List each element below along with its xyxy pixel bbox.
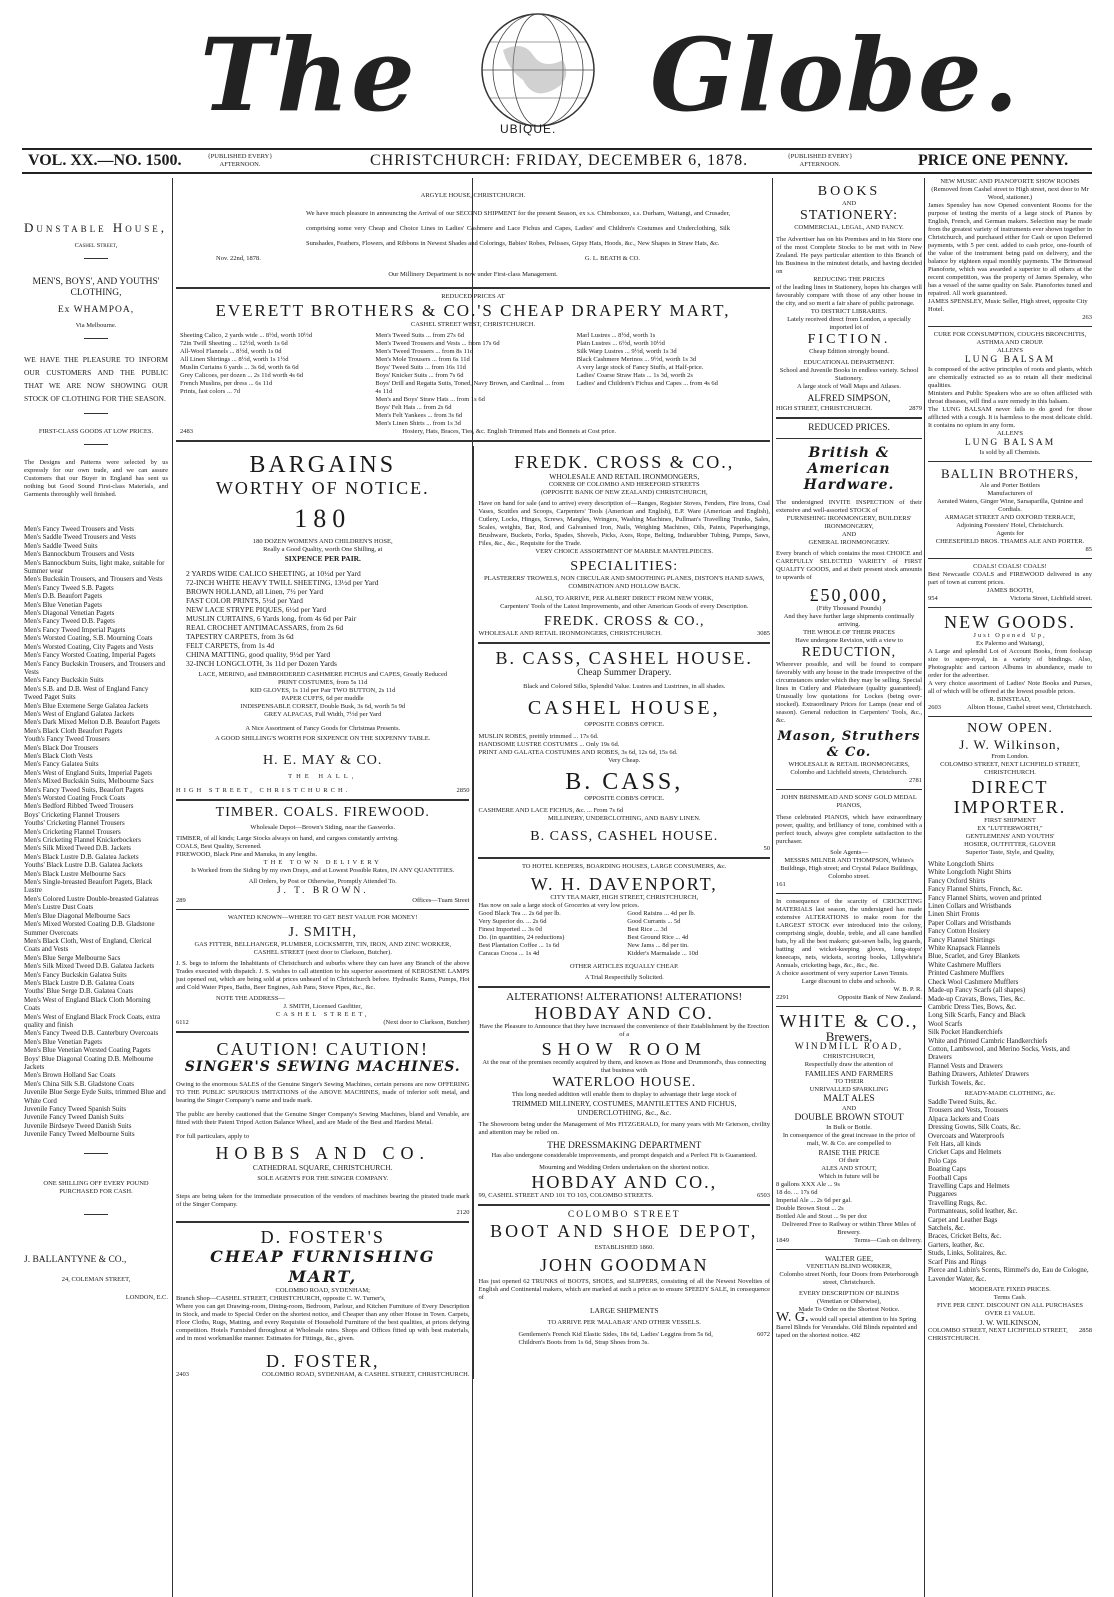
list-item: Boys' Blue Diagonal Coating D.B. Melbourne Jackets: [24, 1054, 154, 1071]
list-item: Men's Brown Holland Sac Coats: [24, 1071, 116, 1080]
list-item: Youth's Fancy Tweed Trousers: [24, 735, 110, 744]
list-item: Men's Silk Mixed Tweed D.B. Galatea Jackets: [24, 962, 155, 971]
list-item: Men's Blue Serge Melbourne Sacs: [24, 953, 121, 962]
list-item: Men's S.B. and D.B. West of England Fancy Tweed Paget Suits: [24, 684, 149, 702]
list-item: Men's Worsted Coating Frock Coats: [24, 794, 126, 802]
white-brewers-ad: WHITE & CO., Brewers, WINDMILL ROAD, CHRISTCHURCH, Respectfully draw the attention of FAMILIES AND FARMERS TO THEIR UNRIVALLED SPARKLING MALT ALES AND DOUBLE BROWN STOUT In Bulk or Bottle. In consequence of the great increase in the price of malt, W. & Co. are compelled to RAISE THE PRICE Of their ALES AND STOUT, Which in future will be 8 gallons XXX Ale ... 9s 18 do. ... 17s 6d Imperial Ale ... 2s 6d per gal. Double Brown Stout ... 2s Bottled Ale and Stout ... 9s per doz Delivered Free to Railway or within Three Miles of Brewery. 1849 Terms—Cash on delivery.: [776, 1011, 922, 1244]
list-item: Men's Bannockburn Trousers and Vests: [24, 550, 135, 559]
list-item: Men's Black Lustre D.B. Galatea Jackets: [24, 852, 139, 861]
list-item: Men's Fancy Tweed D.B. Canterbury Overcoats: [24, 1029, 159, 1038]
list-item: Men's Fancy Galatea Suits: [24, 760, 99, 769]
list-item: Youths' Blue Serge D.B. Galatea Coats: [24, 987, 134, 996]
list-item: Men's West of England Suits, Imperial Pagets: [24, 768, 152, 777]
list-item: Men's Blue Diagonal Melbourne Sacs: [24, 911, 131, 920]
list-item: Men's D.B. Beaufort Pagets: [24, 592, 103, 601]
smith-ad: WANTED KNOWN—WHERE TO GET BEST VALUE FOR MONEY! J. SMITH, GAS FITTER, BELLHANGER, PLUMBER, LOCKSMITH, TIN, IRON, AND ZINC WORKER, CASHEL STREET (next door to Clarkson, Butcher). J. S. begs to inform the Inhabitants of Christchurch and suburbs where they can have any Branch of the above Trades executed with dispatch. J. S. wishes to call attention to his superior assortment of KEROSENE LAMPS just opened out, which are being sold at prices unheard of in Christchurch before. Hydraulic Rams, Pumps, Hot and Cold Water Pipes, Baths, Beer Engines, Ash Pans, Stove Pipes, &c., &c. NOTE THE ADDRESS— J. SMITH, Licensed Gasfitter, CASHEL STREET, 6112 (Next door to Clarkson, Butcher): [176, 914, 470, 1026]
mason-struthers-ad: REDUCED PRICES. British & American Hardware. The undersigned INVITE INSPECTION of their extensive and well-assorted STOCK of FURNISHING IRONMONGERY, BUILDERS' IRONMONGERY, AND GENERAL IRONMONGERY. Every branch of which contains the most CHOICE and CAREFULLY SELECTED VARIETY of FIRST QUALITY GOODS, and at their present stock amounts to upwards of £50,000, (Fifty Thousand Pounds) And they have further large shipments continually arriving. THE WHOLE OF THEIR PRICES Have undergone Revision, with a view to REDUCTION, Wherever possible, and will be found to compare favorably with any house in the trade irrespective of the circumstances under which they may be selling. Special lines in Cutlery and Platedware (quality guaranteed). Unusually low quotations for Lockes (being over-stocked). Extraordinary Prices for Lamps (near end of season). General reduction in Carpenters' Tools, &c., &c. Mason, Struthers & Co. WHOLESALE & RETAIL IRONMONGERS, Colombo and Lichfield streets, Christchurch. 2781: [776, 423, 922, 784]
title-right: Globe.: [650, 16, 1021, 134]
globe-icon: [453, 10, 623, 130]
timber-ad: TIMBER. COALS. FIREWOOD. Wholesale Depot—Brown's Siding, near the Gasworks. TIMBER, of all kinds; Large Stocks always on hand, and cargoes constantly arriving. COALS, Best Quality, Screened. FIREWOOD, Black Pine and Manuka, in any lengths. THE TOWN DELIVERY Is Worked from the Siding by my own Drays, and at Lowest Possible Rates, IN ANY QUANTITIES. All Orders, by Post or Otherwise, Promptly Attended To. J. T. BROWN. 289 Offices—Tuam Street: [176, 805, 470, 904]
list-item: Men's Black Doe Trousers: [24, 743, 99, 752]
motto: UBIQUE.: [500, 122, 557, 136]
volume-number: VOL. XX.—NO. 1500.: [28, 152, 182, 169]
list-item: Men's Buckskin Trousers, and Trousers and Vests: [24, 575, 163, 584]
list-item: Juvenile Fancy Tweed Melbourne Suits: [24, 1130, 135, 1139]
title-left: The: [200, 16, 417, 134]
list-item: Men's Mixed Worsted Coating D.B. Gladstone Summer Overcoats: [24, 920, 155, 937]
list-item: Men's Black Cloth Vests: [24, 751, 93, 760]
price: PRICE ONE PENNY.: [918, 152, 1069, 169]
list-item: Men's Cricketing Flannel Knickerbockers: [24, 836, 141, 845]
list-item: Men's Silk Mixed Tweed D.B. Jackets: [24, 844, 131, 853]
list-item: Men's Lustre Dust Coats: [24, 903, 94, 912]
list-item: Men's Mixed Buckskin Suits, Melbourne Sacs: [24, 777, 154, 786]
list-item: Juvenile Fancy Tweed Spanish Suits: [24, 1105, 127, 1114]
davenport-ad: TO HOTEL KEEPERS, BOARDING HOUSES, LARGE CONSUMERS, &c. W. H. DAVENPORT, CITY TEA MART, HIGH STREET, CHRISTCHURCH, Has now on sale a large stock of Groceries at very low prices. Good Black Tea ... 2s 6d per lb. Very Superior do. ... 2s 6d Finest Imported ... 3s 0d Do. (in quantities, 24 reductions) Best Plantation Coffee ... 1s 6d Caracas Cocoa ... 1s 4d Good Raisins ... 4d per lb. Good Currants ... 5d Best Rice ... 3d Best Ground Rice ... 4d New Jams ... 8d per tin. Kidder's Marmalade ... 10d OTHER ARTICLES EQUALLY CHEAP. A Trial Respectfully Solicited.: [478, 863, 727, 981]
ballin-brothers-ad: BALLIN BROTHERS, Ale and Porter Bottlers Manufacturers of Aerated Waters, Ginger Wine, Sarsaparilla, Quinine and Cordials. ARMAGH STREET AND OXFORD TERRACE, Adjoining Foresters' Hotel, Christchurch. Agents for CHEESEFIELD BROS. THAMES ALE AND PORTER. 85: [935, 466, 1092, 553]
list-item: Men's West of England Galatea Jackets: [24, 709, 135, 718]
clothing-list: [24, 525, 168, 1139]
booth-coals-ad: COALS! COALS! COALS! Best Newcastle COALS and FIREWOOD delivered in any part of town at current prices. JAMES BOOTH, 954 Victoria Street, Lichfield street.: [928, 563, 1092, 602]
cricket-materials-ad: In consequence of the scarcity of CRICKETING MATERIALS last season, the undersigned has made extensive ALTERATIONS to make room for the LARGEST STOCK ever introduced into the colony, comprising single, double, treble, and all cane handled bats, by all the best makers; gut-sewn balls, leg guards, batting and wicket-keeping gloves, long-stops' kneecaps, nets, wickets, scoring books, Lillywhite's Annuals, cricketing bags, &c., &c., &c. A choice assortment of very superior Lawn Tennis. Large discount to clubs and schools. W. B. P. R. 2291 Opposite Bank of New Zealand.: [776, 898, 922, 1001]
list-item: Men's Dark Mixed Melton D.B. Beaufort Pagets: [24, 718, 160, 727]
column-right: [928, 178, 1092, 1343]
list-item: Men's Bedford Ribbed Tweed Trousers: [24, 802, 134, 811]
books-stationery-ad: BOOKS AND STATIONERY: COMMERCIAL, LEGAL, AND FANCY. The Advertiser has on his Premises and in his Store one of the most Complete Stocks to be met with in New Zealand. He pays particular attention to this Branch of his Business in the minutest details, and having decided on REDUCING THE PRICES of the leading lines in Stationery, hopes his charges will favourably compare with those of any other house in the city, and so merit a fair share of public patronage. TO DISTRICT LIBRARIES. Lately received direct from London, a specially imported lot of FICTION. Cheap Edition strongly bound. EDUCATIONAL DEPARTMENT. School and Juvenile Books in endless variety. School Stationery. A large stock of Wall Maps and Atlases. ALFRED SIMPSON, HIGH STREET, CHRISTCHURCH. 2879: [776, 184, 922, 412]
list-item: Men's China Silk S.B. Gladstone Coats: [24, 1079, 134, 1088]
list-item: Men's Fancy Tweed D.B. Pagets: [24, 617, 115, 626]
list-item: Boys' Cricketing Flannel Trousers: [24, 810, 120, 819]
list-item: Men's Saddle Tweed Trousers and Vests: [24, 533, 136, 542]
list-item: Men's Fancy Buckskin Galatea Suits: [24, 970, 127, 979]
list-item: Men's Worsted Coating, S.B. Mourning Coats: [24, 634, 153, 643]
list-item: Men's Fancy Tweed S.B. Pagets: [24, 583, 114, 592]
list-item: Men's Fancy Worsted Coating, Imperial Pagets: [24, 651, 156, 660]
singer-caution-ad: CAUTION! CAUTION! SINGER'S SEWING MACHINES. Owing to the enormous SALES of the Genuine Singer's Sewing Machines, certain persons are now OFFERING TO THE PUBLIC SPURIOUS IMITATIONS of the ABOVE MACHINES, made of inferior soft metal, and bearing the Singer Company's name and trade mark. The public are hereby cautioned that the Genuine Singer Company's Sewing Machines, bland and Venable, are fitted with their Patent Tripod Action Balance Wheel, and are Made of the Best and Hardest Metal. For full particulars, apply to HOBBS AND CO. CATHEDRAL SQUARE, CHRISTCHURCH. SOLE AGENTS FOR THE SINGER COMPANY. Steps are being taken for the immediate prosecution of the vendors of machines bearing the pirated trade mark of the Singer Company. 2120: [176, 1039, 470, 1216]
argyle-house-ad: ARGYLE HOUSE, CHRISTCHURCH. We have much pleasure in announcing the Arrival of our SECOND SHIPMENT for the present Season, ex s.s. Chimborazo, s.s. Durham, Waitangi, and Crusader, comprising some very Cheap and Choice Lines in Ladies' Cashmere and Lace Fichus and Capes, Ladies' and Children's Costumes and Underclothing, Silk Sunshades, Feathers, Flowers, and Ribbons in Newest Shades and Colorings, Babies' Robes, Pelisses, Gipsy Hats, Hoods, &c., New Shapes in Straw Hats, &c. Nov. 22nd, 1878. G. L. BEATH & CO. Our Millinery Department is now under First-class Management.: [216, 192, 730, 278]
list-item: Men's Blue Venetian Pagets: [24, 1037, 102, 1046]
list-item: Men's West of England Black Cloth Morning Coats: [24, 995, 151, 1013]
list-item: Men's Fancy Tweed Suits, Beaufort Pagets: [24, 785, 144, 794]
column-books-hardware: [776, 178, 922, 1340]
list-item: Juvenile Fancy Tweed Danish Suits: [24, 1113, 124, 1122]
clothing-heading: MEN'S, BOYS', AND YOUTHS' CLOTHING,: [32, 277, 160, 298]
cass-cashel-house-ad: B. CASS, CASHEL HOUSE. Cheap Summer Drapery. Black and Colored Silks, Splendid Value. Lustres and Lustrines, in all shades. CASHEL HOUSE, OPPOSITE COBB'S OFFICE. MUSLIN ROBES, prettily trimmed ... 17s 6d. HANDSOME LUSTRE COSTUMES ... Only 19s 6d. PRINT AND GALATEA COSTUMES AND ROBES, 3s 6d, 12s 6d, 15s 6d. Very Cheap. B. CASS, OPPOSITE COBB'S OFFICE. CASHMERE AND LACE FICHUS, &c. ... From 7s 6d MILLINERY, UNDERCLOTHING, AND BABY LINEN. B. CASS, CASHEL HOUSE. 50: [478, 648, 770, 852]
published-right: {PUBLISHED EVERY} AFTERNOON.: [787, 153, 853, 168]
list-item: Men's Fancy Buckskin Trousers, and Trousers and Vests: [24, 659, 166, 676]
wilkinson-importer-ad: NOW OPEN. J. W. Wilkinson, From London. COLOMBO STREET, NEXT LICHFIELD STREET, CHRISTCHURCH. DIRECT IMPORTER. FIRST SHIPMENT EX "LUTTERWORTH," GENTLEMENS' AND YOUTHS' HOSIER, OUTFITTER, GLOVER Superior Taste, Style, and Quality, White Longcloth Shirts White Longcloth Night Shirts Fancy Oxford Shirts Fancy Flannel Shirts, French, &c. Fancy Flannel Shirts, woven and printed Linen Collars and Wristbands Linen Shirt Fronts Paper Collars and Wristbands Fancy Cotton Hosiery Fancy Flannel Shirtings White Knapsack Flannels Blue, Scarlet, and Grey Blankets White Cashmere Mufflers Printed Cashmere Mufflers Check Wool Cashmere Mufflers Made-up Fancy Scarfs (all shapes) Made-up Cravats, Bows, Ties, &c. Cambric Dress Ties, Bows, &c. Long Silk Scarfs, Fancy and Black Wool Scarfs Silk Pocket Handkerchiefs White and Printed Cambric Handkerchiefs Cotton, Lambswool, and Merino Socks, Vests, and Drawers Flannel Vests and Drawers Bathing Drawers, Athletes' Drawers Turkish Towels, &c. READY-MADE CLOTHING, &c. Saddle Tweed Suits, &c. Trousers and Vests, Trousers Alpaca Jackets and Coats Dressing Gowns, Silk Coats, &c. Overcoats and Waterproofs Felt Hats, all kinds Cricket Caps and Helmets Polo Caps Boating Caps Football Caps Travelling Caps and Helmets Puggarees Travelling Rugs, &c. Portmanteaus, solid leather, &c. Carpet and Leather Bags Satchels, &c. Braces, Cricket Belts, &c. Garters, leather, &c. Studs, Links, Solitaires, &c. Scarf Pins and Rings Pierce and Lubin's Scents, Rimmel's do, Eau de Cologne, Lavender Water, &c. MODERATE FIXED PRICES. Terms Cash. FIVE PER CENT. DISCOUNT ON ALL PURCHASES OVER £1 VALUE. J. W. WILKINSON, COLOMBO STREET, NEXT LICHFIELD STREET, CHRISTCHURCH. 2858: [928, 721, 1092, 1342]
masthead: [0, 0, 1114, 178]
gee-blinds-ad: WALTER GEE, VENETIAN BLIND WORKER, Colombo street North, four Doors from Peterborough street, Christchurch. EVERY DESCRIPTION OF BLINDS (Venetian or Otherwise), Made To Order on the Shortest Notice. W. G. would call special attention to his Spring Barrel Blinds for Verandahs. Old Blinds repainted and taped on the shortest notice. 482: [776, 1254, 919, 1339]
list-item: Men's Black Cloth Beaufort Pagets: [24, 726, 123, 735]
list-item: Men's Black Cloth, West of England, Clerical Coats and Vests: [24, 936, 152, 954]
list-item: Men's Fancy Tweed Imperial Pagets: [24, 625, 126, 634]
foster-furnishing-ad: D. FOSTER'S CHEAP FURNISHING MART, COLOMBO ROAD, SYDENHAM; Branch Shop—CASHEL STREET, CHRISTCHURCH, opposite C. W. Turner's, Where you can get Drawing-room, Dining-room, Bedroom, Parlour, and Kitchen Furniture of Every Description in Stock, and made to Special Order on the shortest notice, and Cheaper than any other House in Town. Carpets, Floor Cloths, Rugs, Matting, and every Requisite of Household Furniture of the best qualities, at prices defying competition. Hotels Furnished throughout at Wholesale rates. Shops and Offices fitted up with best materials, and in most workmanlike manner. Estimates for Fittings, &c., given. D. FOSTER, 2403 COLOMBO ROAD, SYDENHAM, & CASHEL STREET, CHRISTCHURCH.: [176, 1227, 470, 1378]
list-item: Men's Blue Venetian Pagets: [24, 600, 102, 609]
list-item: Juvenile Blue Serge Eyde Suits, trimmed Blue and White Cord: [24, 1088, 166, 1105]
list-item: Men's Single-breasted Beaufort Pagets, Black Lustre: [24, 878, 153, 895]
list-item: Youths' Black Lustre D.B. Galatea Jackets: [24, 861, 143, 870]
list-item: Men's Fancy Buckskin Suits: [24, 676, 104, 685]
list-item: Juvenile Birdseye Tweed Danish Suits: [24, 1121, 132, 1130]
goodman-boot-depot-ad: COLOMBO STREET BOOT AND SHOE DEPOT, ESTABLISHED 1860. JOHN GOODMAN Has just opened 62 TRUNKS of BOOTS, SHOES, and SLIPPERS, consisting of all the Newest Novelties of English and Continental makers, which are marked at such a price as to ensure SPEEDY SALE, in consequence of LARGE SHIPMENTS TO ARRIVE PER 'MALABAR' AND OTHER VESSELS. Gentlemen's French Kid Elastic Sides, 18s 6d, Ladies' Leggins from 5s 6d, Children's Boots from 1s 6d, Strap Shoes from 3s. 6072: [478, 1210, 770, 1346]
ballantyne-firm: J. BALLANTYNE & CO.,: [24, 1254, 127, 1265]
may-bargains-ad: BARGAINS WORTHY OF NOTICE. 180 180 DOZEN WOMEN'S AND CHILDREN'S HOSE, Really a Good Quality, worth One Shilling, at SIXPENCE PER PAIR. 2 YARDS WIDE CALICO SHEETING, at 10½d per Yard 72-INCH WHITE HEAVY TWILL SHEETING, 13½d per Yard BROWN HOLLAND, all Linen, 7½ per Yard FAST COLOR PRINTS, 5½d per Yard NEW LACE STRYPE PIQUES, 6½d per Yard MUSLIN CURTAINS, 6 Yards long, from 4s 6d per Pair REAL CROCHET ANTIMACASSARS, from 2s 6d TAPESTRY CARPETS, from 3s 6d FELT CARPETS, from 1s 4d CHINA MATTING, good quality, 9½d per Yard 32-INCH LONGCLOTH, 3s 11d per Dozen Yards LACE, MERINO, and EMBROIDERED CASHMERE FICHUS and CAPES, Greatly Reduced PRINT COSTUMES, from 5s 11d KID GLOVES, 1s 11d per Pair TWO BUTTON, 2s 11d PAPER CUFFS, 6d per muddle INDISPENSABLE CORSET, Double Busk, 3s 6d, worth 5s 9d GREY ALPACAS, Full Width, 7½d per Yard A Nice Assortment of Fancy Goods for Christmas Presents. A GOOD SHILLING'S WORTH FOR SIXPENCE ON THE SIXPENNY TABLE. H. E. MAY & CO. THE HALL, HIGH STREET, CHRISTCHURCH. 2850: [176, 452, 470, 794]
list-item: Men's Black Lustre D.B. Galatea Coats: [24, 978, 135, 987]
everett-brothers-ad: REDUCED PRICES AT EVERETT BROTHERS & CO.'S CHEAP DRAPERY MART, CASHEL STREET WEST, CHRISTCHURCH. Sheeting Calico, 2 yards wide ... 8½d, worth 10½d 72in Twill Sheeting ... 12½d, worth 1s 6d All-Wool Flannels ... 8½d, worth 1s 0d All Linen Shirtings ... 8½d, worth 1s 1½d Muslin Curtains 6 yards ... 3s 6d, worth 6s 6d Grey Calicoes, per dozen ... 2s 11d worth 4s 6d French Muslins, per dress ... 6s 11d Prints, fast colors ... 7d Men's Tweed Suits ... from 27s 6d Men's Tweed Trousers and Vests ... from 17s 6d Men's Tweed Trousers ... from 8s 11d Men's Mole Trousers ... from 6s 11d Boys' Tweed Suits ... from 16s 11d Boys' Knicker Suits ... from 7s 6d Boys' Drill and Regatta Suits, Toned, Navy Brown, and Cardinal ... from 4s 11d Men's and Boys' Straw Hats ... from 1s 6d Boys' Felt Hats ... from 2s 6d Men's Felt Yankees ... from 3s 6d Men's Linen Shirts ... from 1s 3d Marl Lustres ... 8½d, worth 1s Plain Lustres ... 6½d, worth 10½d Silk Warp Lustres ... 9½d, worth 1s 3d Black Cashmere Merinos ... 9½d, worth 1s 3d A very large stock of Fancy Stuffs, at Half-price. Ladies' Coarse Straw Hats ... 1s 3d, worth 2s Ladies' and Children's Fichus and Capes ... from 4s 6d 2483 Hosiery, Hats, Braces, Ties, &c. English Trimmed Hats and Bonnets at Cost price.: [176, 293, 770, 436]
hobday-ad: ALTERATIONS! ALTERATIONS! ALTERATIONS! HOBDAY AND CO. Have the Pleasure to Announce that they have increased the convenience of their Establishment by the Erection of a SHOW ROOM At the rear of the premises recently acquired by them, and known as Hone and Drummond's, thus connecting that business with WATERLOO HOUSE. This long needed addition will enable them to display to advantage their large stock of TRIMMED MILLINERY, COSTUMES, MANTILETTES AND FICHUS, UNDERCLOTHING, &c., &c. The Showroom being under the Management of Mrs FITZGERALD, for many years with Mr Grierson, civility and attention may be relied on. THE DRESSMAKING DEPARTMENT Has also undergone considerable improvements, and prompt despatch and a Perfect Fit is Guaranteed. Mourning and Wedding Orders undertaken on the shortest notice. HOBDAY AND CO., 99, CASHEL STREET AND 101 TO 103, COLOMBO STREETS. 6503: [478, 991, 770, 1199]
list-item: Men's Fancy Tweed Trousers and Vests: [24, 525, 134, 533]
new-goods-ad: NEW GOODS. Just Opened Up, Ex Palermo and Waitangi, A Large and splendid Lot of Account Books, from foolscap size to super-royal, in a variety of bindings. Also, Photographic and cartoon Albums in abundance, made to order for the advertiser. A very choice assortment of Ladies' Note Books and Purses, all of which will be offered at the lowest possible prices. R. BINSTEAD, 2603 Albion House, Cashel street west, Christchurch.: [928, 612, 1092, 711]
list-item: Men's Diagonal Venetian Pagets: [24, 609, 115, 618]
dunstable-heading: Dunstable House,: [24, 220, 168, 235]
list-item: Men's Cricketing Flannel Trousers: [24, 827, 121, 836]
list-item: Men's Colored Lustre Double-breasted Galateas: [24, 894, 159, 903]
lung-balsam-ad: CURE FOR CONSUMPTION, COUGHS BRONCHITIS, ASTHMA AND CROUP. ALLEN'S LUNG BALSAM Is composed of the active principles of roots and plants, which are chemically extracted so as to retain all their medicinal qualities. Ministers and Public Speakers who are so often afflicted with throat diseases, will find a sure remedy in this balsam. The LUNG BALSAM never fails to do good for those afflicted with a cough. It is harmless to the most delicate child. It contains no opium in any form. ALLEN'S LUNG BALSAM Is sold by all Chemists.: [928, 331, 1092, 456]
published-left: {PUBLISHED EVERY} AFTERNOON.: [207, 153, 273, 168]
list-item: Men's Saddle Tweed Suits: [24, 541, 98, 550]
column-center: [176, 178, 770, 1379]
list-item: Men's West of England Black Frock Coats, extra quality and finish: [24, 1012, 161, 1029]
list-item: Men's Blue Extemene Serge Galatea Jackets: [24, 701, 149, 710]
spensley-music-ad: NEW MUSIC AND PIANOFORTE SHOW ROOMS (Removed from Cashel street to High street, next door to Mr Wood, stationer.) James Spensley has now Opened convenient Rooms for the purpose of testing the merits of a large stock of Pianos by English, French, and German makers. Selection may be made from the greatest variety of instruments ever shown together in Christchurch, and purchased either for Cash or upon Deferred payments, with 5 per cent. added to cash price, one-fourth of the value of the instrument being paid on delivery, and the balance by eighteen equal monthly payments. The Brinsmead Pianoforte, which was awarded a superior to all others at the recent competition, was the property of James Spensley, who has a vessel of the same quality on Sale. Pianofortes tuned and repaired. All work guaranteed. JAMES SPENSLEY, Music Seller, High street, opposite City Hotel. 263: [928, 178, 1092, 321]
list-item: Men's Blue Venetian Worsted Coating Pagets: [24, 1046, 151, 1055]
brinsmead-pianos-ad: JOHN BRINSMEAD AND SONS' GOLD MEDAL PIANOS, These celebrated PIANOS, which have extraordinary power, quality, and brilliancy of tone, combined with a perfect touch, always give complete satisfaction to the purchaser. Sole Agents— MESSRS MILNER AND THOMPSON, Whites's Buildings, High street; and Crystal Palace Buildings, Colombo street. 161: [776, 794, 922, 888]
list-item: Men's Bannockburn Suits, light make, suitable for Summer wear: [24, 558, 165, 576]
column-dunstable-house: Dunstable House, Cashel Street, MEN'S, BOYS', AND YOUTHS' CLOTHING, Ex WHAMPOA, Via Melbourne. WE HAVE THE PLEASURE TO INFORM OUR CUSTOMERS AND THE PUBLIC THAT WE ARE NOW SHOWING OUR STOCK OF CLOTHING FOR THE SEASON. FIRST-CLASS GOODS AT LOW PRICES. The Designs and Patterns were selected by us expressly for our own trade, and we can assure Customers that our Buyer in England has sent us nothing but Good Sound First-class Materials, and Garments thoroughly well finished. Men's Fancy Tweed Trousers and Vests Men's Saddle Tweed Trousers and Vests Men's Saddle Tweed Suits Men's Bannockburn Trousers and Vests Men's Bannockburn Suits, light make, suitable for Summer wear Men's Buckskin Trousers, and Trousers and Vests Men's Fancy Tweed S.B. Pagets Men's D.B. Beaufort Pagets Men's Blue Venetian Pagets Men's Diagonal Venetian Pagets Men's Fancy Tweed D.B. Pagets Men's Fancy Tweed Imperial Pagets Men's Worsted Coating, S.B. Mourning Coats Men's Worsted Coating, City Pagets and Vests Men's Fancy Worsted Coating, Imperial Pagets Men's Fancy Buckskin Trousers, and Trousers and Vests Men's Fancy Buckskin Suits Men's S.B. and D.B. West of England Fancy Tweed Paget Suits Men's Blue Extemene Serge Galatea Jackets Men's West of England Galatea Jackets Men's Dark Mixed Melton D.B. Beaufort Pagets Men's Black Cloth Beaufort Pagets Youth's Fancy Tweed Trousers Men's Black Doe Trousers Men's Black Cloth Vests Men's Fancy Galatea Suits Men's West of England Suits, Imperial Pagets Men's Mixed Buckskin Suits, Melbourne Sacs Men's Fancy Tweed Suits, Beaufort Pagets Men's Worsted Coating Frock Coats Men's Bedford Ribbed Tweed Trousers Boys' Cricketing Flannel Trousers Youths' Cricketing Flannel Trousers Men's Cricketing Flannel Trousers Men's Cricketing Flannel Knickerbockers Men's Silk Mixed Tweed D.B. Jackets Men's Black Lustre D.B. Galatea Jackets Youths' Black Lustre D.B. Galatea Jackets Men's Black Lustre Melbourne Sacs Men's Single-breasted Beaufort Pagets, Black Lustre Men's Colored Lustre Double-breasted Galateas Men's Lustre Dust Coats Men's Blue Diagonal Melbourne Sacs Men's Mixed Worsted Coating D.B. Gladstone Summer Overcoats Men's Black Cloth, West of England, Clerical Coats and Vests Men's Blue Serge Melbourne Sacs Men's Silk Mixed Tweed D.B. Galatea Jackets Men's Fancy Buckskin Galatea Suits Men's Black Lustre D.B. Galatea Coats Youths' Blue Serge D.B. Galatea Coats Men's West of England Black Cloth Morning Coats Men's West of England Black Frock Coats, extra quality and finish Men's Fancy Tweed D.B. Canterbury Overcoats Men's Blue Venetian Pagets Men's Blue Venetian Worsted Coating Pagets Boys' Blue Diagonal Coating D.B. Melbourne Jackets Men's Brown Holland Sac Coats Men's China Silk S.B. Gladstone Coats Juvenile Blue Serge Eyde Suits, trimmed Blue and White Cord Juvenile Fancy Tweed Spanish Suits Juvenile Fancy Tweed Danish Suits Juvenile Birdseye Tweed Danish Suits Juvenile Fancy Tweed Melbourne Suits ONE SHILLING OFF EVERY POUND PURCHASED FOR CASH. J. BALLANTYNE & CO., 24, COLEMAN STREET, LONDON, E.C.: [24, 220, 168, 1301]
list-item: Men's Worsted Coating, City Pagets and Vests: [24, 642, 154, 651]
place-date: CHRISTCHURCH: FRIDAY, DECEMBER 6, 1878.: [370, 152, 749, 169]
list-item: Youths' Cricketing Flannel Trousers: [24, 819, 125, 828]
everett-title: EVERETT BROTHERS & CO.'S CHEAP DRAPERY MART,: [215, 301, 731, 320]
cross-ironmongers-ad: FREDK. CROSS & CO., WHOLESALE AND RETAIL IRONMONGERS, CORNER OF COLOMBO AND HEREFORD STREETS (OPPOSITE BANK OF NEW ZEALAND) CHRISTCHURCH, Have on hand for sale (and to arrive) every description of—Ranges, Register Stoves, Fenders, Fire Irons, Coal Vases, Scuttles and Scoops, Carpenters' Tools (American and English), E.P. Ware (American and English), Cutlery, Locks, Hinges, Screws, Mangles, Wringers, Washing Machines, Pullman's Travelling Trunks, Sales, Scales, weights, Bar, Rod, and Galvanised Iron, Nails, Weighing Machines, Oils, Paints, Paperhangings, Brushware, Buckets, Forks, Spades, Shovels, Picks, Axes, Rope, Belting, Indiarubber Tubing, Pumps, Saws, Files, &c., &c., Requisite for the Trade. VERY CHOICE ASSORTMENT OF MARBLE MANTELPIECES. SPECIALITIES: PLASTERERS' TROWELS, NON CIRCULAR AND SMOOTHING PLANES, DISTON'S HAND SAWS, COMBINATION AND HOLLOW BACK. ALSO, TO ARRIVE, PER ALBERT DIRECT FROM NEW YORK, Carpenters' Tools of the Latest Improvements, and other American Goods of every Description. FREDK. CROSS & CO., WHOLESALE AND RETAIL IRONMONGERS, CHRISTCHURCH. 3085: [478, 452, 770, 637]
list-item: Men's Black Lustre Melbourne Sacs: [24, 869, 126, 878]
